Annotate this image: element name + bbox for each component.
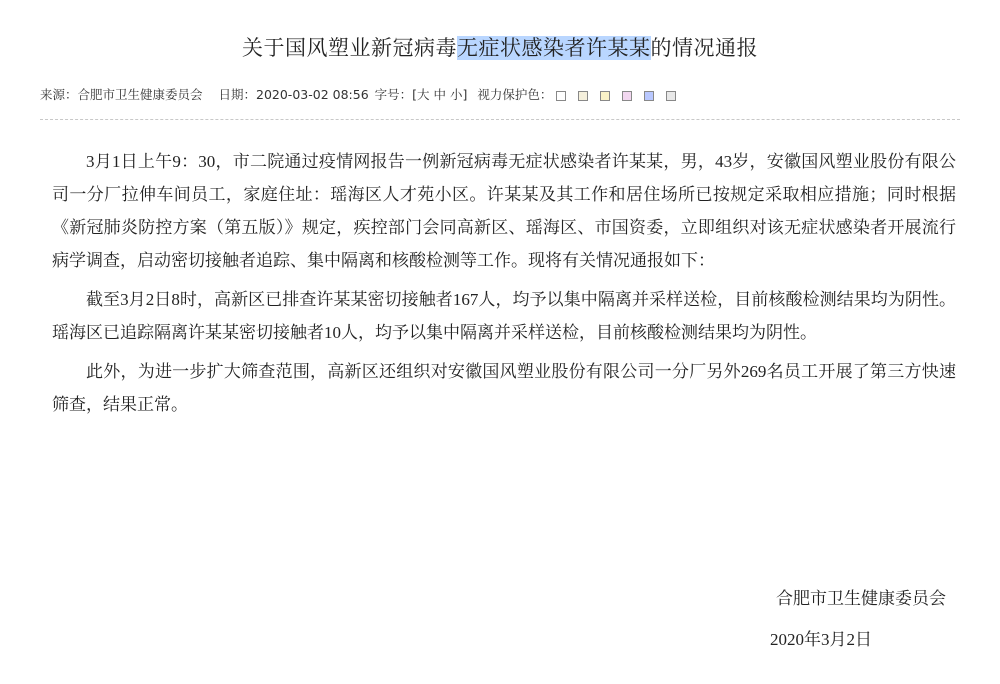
color-swatch-4[interactable]: [622, 91, 632, 101]
eye-protection-label: 视力保护色：: [477, 87, 553, 102]
paragraph-1: 3月1日上午9：30，市二院通过疫情网报告一例新冠病毒无症状感染者许某某，男，43岁，安徽国风塑业股份有限公司一分厂拉伸车间员工，家庭住址：瑶海区人才苑小区。许某某及其工作和居住场所已按规定采取相应措施；同时根据《新冠肺炎防控方案（第五版）》规定，疾控部门会同高新区、瑶海区、市国资委，立即组织对该无症状感染者开展流行病学调查，启动密切接触者追踪、集中隔离和核酸检测等工作。现将有关情况通报如下：: [52, 152, 956, 270]
color-swatch-2[interactable]: [578, 91, 588, 101]
paragraph-3: 此外，为进一步扩大筛查范围，高新区还组织对安徽国风塑业股份有限公司一分厂另外269名员工开展了第三方快速筛查，结果正常。: [52, 362, 956, 414]
signature-org: 合肥市卫生健康委员会: [776, 589, 946, 608]
title-prefix: 关于国风塑业新冠病毒: [242, 36, 457, 60]
source-label: 来源：合肥市卫生健康委员会: [40, 87, 203, 102]
color-swatch-3[interactable]: [600, 91, 610, 101]
article-title: [0, 30, 1000, 66]
paragraph-2: 截至3月2日8时，高新区已排查许某某密切接触者167人，均予以集中隔离并采样送检，目前核酸检测结果均为阴性。瑶海区已追踪隔离许某某密切接触者10人，均予以集中隔离并采样送检，目前核酸检测结果均为阴性。: [52, 290, 956, 342]
divider: [40, 119, 960, 120]
title-suffix: 的情况通报: [650, 36, 758, 60]
font-size-label: 字号：: [374, 87, 413, 102]
signature-date: 2020年3月2日: [770, 630, 872, 649]
color-swatch-1[interactable]: [556, 91, 566, 101]
color-swatch-6[interactable]: [666, 91, 676, 101]
article-meta: [40, 84, 960, 107]
color-swatch-5[interactable]: [644, 91, 654, 101]
date-label: 日期：2020-03-02 08:56: [218, 87, 369, 102]
title-highlight: 无症状感染者许某某: [457, 36, 651, 60]
font-size-options[interactable]: [大 中 小]: [412, 87, 468, 102]
color-swatches: [556, 85, 688, 107]
article-body: [52, 145, 956, 427]
